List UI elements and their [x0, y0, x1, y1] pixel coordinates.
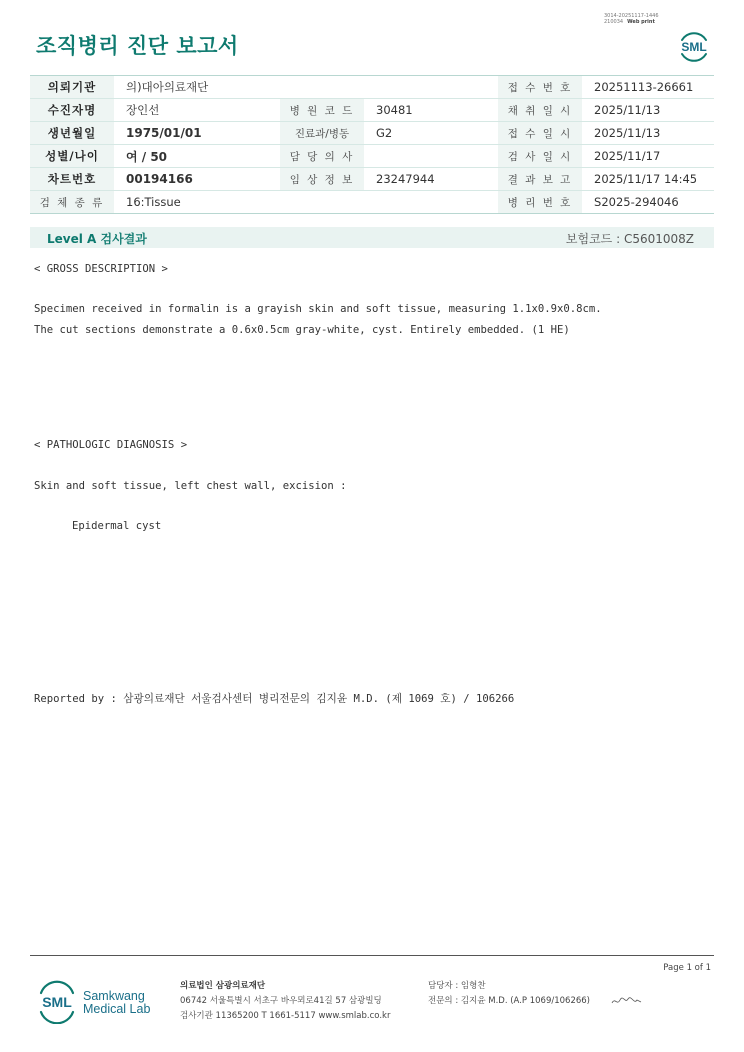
- reported-by: Reported by : 삼광의료재단 서울검사센터 병리전문의 김지윤 M.D. (제 1069 호) / 106266: [34, 693, 515, 705]
- clinical-info-value: 23247944: [364, 168, 498, 191]
- result-report-value: 2025/11/17 14:45: [582, 168, 714, 191]
- page-number: Page 1 of 1: [663, 963, 711, 973]
- specialist-label: 전문의 :: [428, 996, 459, 1006]
- specimen-type-label: 검 체 종 류: [30, 191, 114, 214]
- diagnosis-text: Epidermal cyst: [72, 520, 162, 532]
- table-row: [30, 145, 714, 168]
- receipt-date-label: 접 수 일 시: [498, 122, 582, 145]
- dob-label: 생년월일: [30, 122, 114, 145]
- clinical-info-label: 임 상 정 보: [280, 168, 364, 191]
- company-name-line-2: Medical Lab: [83, 1002, 151, 1016]
- department-value: G2: [364, 122, 498, 145]
- specimen-type-value: 16:Tissue: [114, 191, 498, 214]
- print-mode: Web print: [627, 19, 655, 25]
- receipt-date-value: 2025/11/13: [582, 122, 714, 145]
- table-row: [30, 168, 714, 191]
- chart-no-value: 00194166: [114, 168, 280, 191]
- collection-date-label: 채 취 일 시: [498, 99, 582, 122]
- sex-age-label: 성별/나이: [30, 145, 114, 168]
- doctor-label: 담 당 의 사: [280, 145, 364, 168]
- gross-line-1: Specimen received in formalin is a grayish skin and soft tissue, measuring 1.1x0.9x0.8cm.: [34, 303, 602, 315]
- sml-footer-logo-text: SML: [42, 994, 72, 1010]
- table-row: [30, 191, 714, 214]
- pathology-no-value: S2025-294046: [582, 191, 714, 214]
- specialist-name: 김지윤 M.D. (A.P 1069/106266): [460, 996, 590, 1006]
- report-title: 조직병리 진단 보고서: [36, 34, 239, 58]
- result-report-label: 결 과 보 고: [498, 168, 582, 191]
- receipt-no-label: 접 수 번 호: [498, 76, 582, 99]
- sml-footer-logo: [36, 980, 78, 1024]
- footer-divider: [30, 955, 714, 956]
- institution-label: 의뢰기관: [30, 76, 114, 99]
- footer-staff: [428, 979, 590, 1009]
- table-row: [30, 122, 714, 145]
- department-label: 진료과/병동: [280, 122, 364, 145]
- chart-no-label: 차트번호: [30, 168, 114, 191]
- print-id: 3014-20251117-1446: [604, 13, 659, 19]
- sex-age-value: 여 / 50: [114, 145, 280, 168]
- staff-label: 담당자 :: [428, 981, 459, 991]
- hospital-code-value: 30481: [364, 99, 498, 122]
- signature-mark: [610, 994, 644, 1008]
- gross-line-2: The cut sections demonstrate a 0.6x0.5cm gray-white, cyst. Entirely embedded. (1 HE): [34, 324, 570, 336]
- print-metadata: [604, 13, 659, 25]
- insurance-code: 보험코드 : C5601008Z: [565, 232, 694, 246]
- table-row: [30, 99, 714, 122]
- org-contact: 검사기관 11365200 T 1661-5117 www.smlab.co.kr: [180, 1011, 391, 1021]
- level-label: Level A 검사결과: [47, 232, 147, 246]
- patient-name-label: 수진자명: [30, 99, 114, 122]
- patient-info-table: [30, 75, 714, 214]
- footer-organization: [180, 979, 390, 1024]
- company-name-line-1: Samkwang: [83, 989, 145, 1003]
- dob-value: 1975/01/01: [114, 122, 280, 145]
- staff-name: 임형찬: [460, 981, 486, 991]
- receipt-no-value: 20251113-26661: [582, 76, 714, 99]
- pathology-no-label: 병 리 번 호: [498, 191, 582, 214]
- doctor-value: [364, 145, 498, 168]
- exam-date-label: 검 사 일 시: [498, 145, 582, 168]
- company-name: [83, 990, 150, 1016]
- org-address: 06742 서울특별시 서초구 바우뫼로41길 57 삼광빌딩: [180, 996, 382, 1006]
- sml-logo: [676, 28, 712, 64]
- hospital-code-label: 병 원 코 드: [280, 99, 364, 122]
- print-id-2: 210034: [604, 19, 624, 25]
- org-name: 의료법인 삼광의료재단: [180, 981, 266, 991]
- patient-name-value: 장인선: [114, 99, 280, 122]
- result-section-bar: [30, 227, 714, 248]
- table-row: [30, 76, 714, 99]
- sml-logo-text: SML: [681, 40, 707, 54]
- gross-heading: < GROSS DESCRIPTION >: [34, 263, 168, 275]
- diagnosis-site: Skin and soft tissue, left chest wall, excision :: [34, 480, 347, 492]
- institution-value: 의)대아의료재단: [114, 76, 498, 99]
- diagnosis-heading: < PATHOLOGIC DIAGNOSIS >: [34, 439, 188, 451]
- exam-date-value: 2025/11/17: [582, 145, 714, 168]
- collection-date-value: 2025/11/13: [582, 99, 714, 122]
